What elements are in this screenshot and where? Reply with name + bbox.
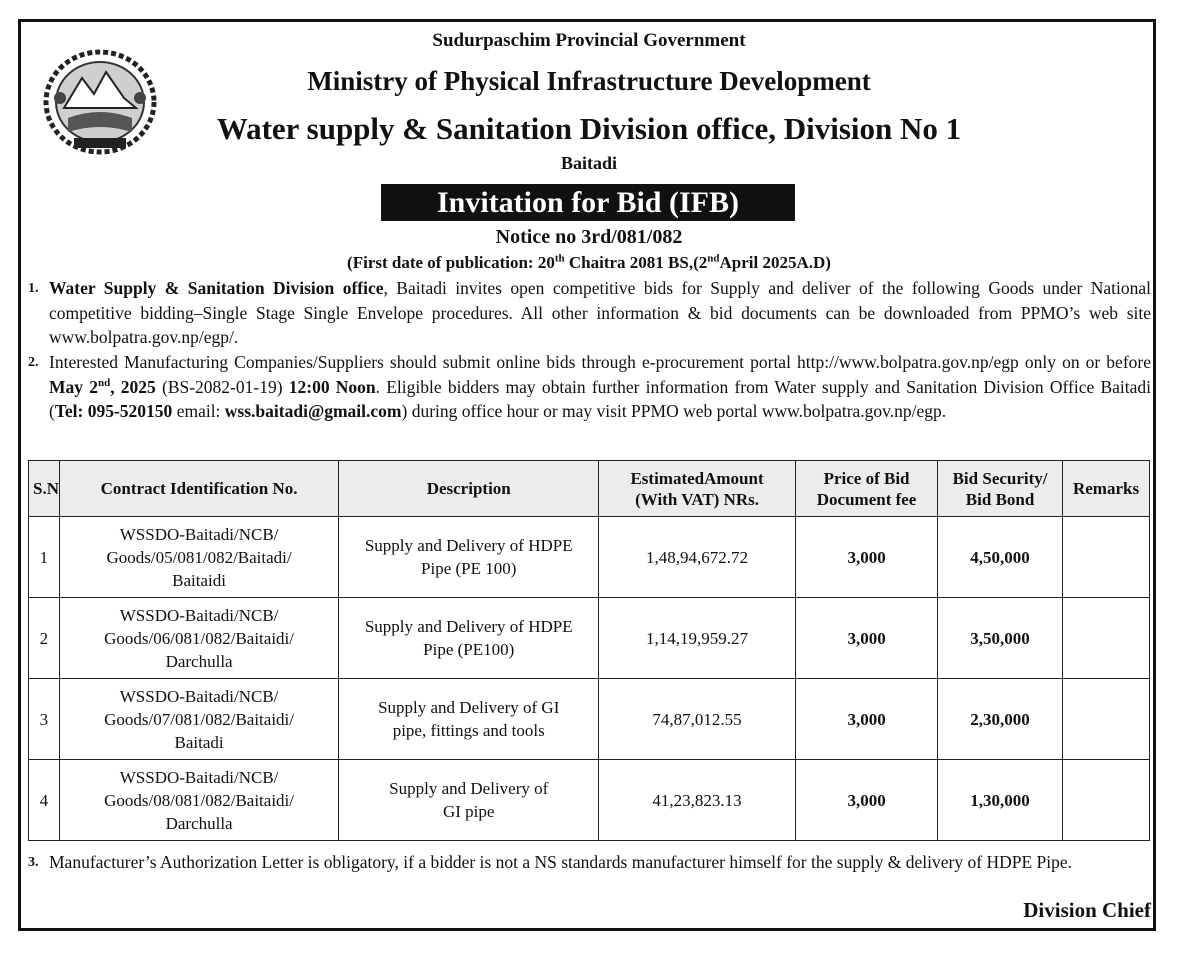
cell-contract-id: WSSDO-Baitadi/NCB/ Goods/07/081/082/Baitaidi/ Baitadi <box>59 679 339 760</box>
header-bid-security: Bid Security/ Bid Bond <box>938 461 1063 517</box>
cell-amount: 1,48,94,672.72 <box>599 517 796 598</box>
ifb-banner: Invitation for Bid (IFB) <box>381 184 795 221</box>
cell-fee: 3,000 <box>796 517 938 598</box>
header-description: Description <box>339 461 599 517</box>
cell-remarks <box>1063 598 1150 679</box>
paragraph-1: Water Supply & Sanitation Division office, Baitadi invites open competitive bids for Supply and deliver of the following Goods under National competitive bidding–Single Stage Single Envelope procedures. All other information & bid documents can be downloaded from PPMO’s web site www.bolpatra.gov.np/egp/. <box>49 278 1151 347</box>
cell-remarks <box>1063 517 1150 598</box>
ministry-title: Ministry of Physical Infrastructure Development <box>307 66 871 96</box>
district-name: Baitadi <box>560 153 617 173</box>
cell-sn: 4 <box>29 760 60 841</box>
cell-description: Supply and Delivery of GI pipe, fittings and tools <box>339 679 599 760</box>
cell-sn: 3 <box>29 679 60 760</box>
cell-description: Supply and Delivery of HDPE Pipe (PE100) <box>339 598 599 679</box>
table-row <box>29 517 1150 598</box>
cell-fee: 3,000 <box>796 760 938 841</box>
header-sn: S.N <box>29 461 60 517</box>
notice-number: Notice no 3rd/081/082 <box>495 226 683 248</box>
cell-contract-id: WSSDO-Baitadi/NCB/ Goods/05/081/082/Baitadi/ Baitaidi <box>59 517 339 598</box>
cell-sn: 1 <box>29 517 60 598</box>
publication-date: (First date of publication: 20th Chaitra 2081 BS,(2ndApril 2025A.D) <box>347 252 831 272</box>
government-title: Sudurpaschim Provincial Government <box>432 30 746 51</box>
cell-remarks <box>1063 679 1150 760</box>
cell-security: 2,30,000 <box>938 679 1063 760</box>
cell-security: 4,50,000 <box>938 517 1063 598</box>
table-row <box>29 598 1150 679</box>
cell-contract-id: WSSDO-Baitadi/NCB/ Goods/06/081/082/Baitaidi/ Darchulla <box>59 598 339 679</box>
cell-amount: 74,87,012.55 <box>599 679 796 760</box>
cell-remarks <box>1063 760 1150 841</box>
table-row <box>29 679 1150 760</box>
item-number-1: 1. <box>28 281 39 296</box>
paragraph-2: Interested Manufacturing Companies/Suppliers should submit online bids through e-procurement portal http://www.bolpatra.gov.np/egp only on or before May 2nd, 2025 (BS-2082-01-19) 12:00 Noon. Eligible bidders may obtain further information from Water supply and Sanitation Division Office Baitadi (Tel: 095-520150 email: wss.baitadi@gmail.com) during office hour or may visit PPMO web portal www.bolpatra.gov.np/egp. <box>49 352 1151 421</box>
table-row <box>29 760 1150 841</box>
cell-contract-id: WSSDO-Baitadi/NCB/ Goods/08/081/082/Baitaidi/ Darchulla <box>59 760 339 841</box>
header-document-fee: Price of Bid Document fee <box>796 461 938 517</box>
paragraph-3: Manufacturer’s Authorization Letter is obligatory, if a bidder is not a NS standards manufacturer himself for the supply & delivery of HDPE Pipe. <box>49 852 1073 872</box>
cell-security: 3,50,000 <box>938 598 1063 679</box>
cell-description: Supply and Delivery of GI pipe <box>339 760 599 841</box>
cell-amount: 1,14,19,959.27 <box>599 598 796 679</box>
cell-security: 1,30,000 <box>938 760 1063 841</box>
table-header-row <box>29 461 1150 517</box>
cell-description: Supply and Delivery of HDPE Pipe (PE 100) <box>339 517 599 598</box>
cell-fee: 3,000 <box>796 598 938 679</box>
item-number-3: 3. <box>28 855 39 870</box>
bid-table <box>28 460 1150 841</box>
header-remarks: Remarks <box>1063 461 1150 517</box>
cell-sn: 2 <box>29 598 60 679</box>
cell-fee: 3,000 <box>796 679 938 760</box>
item-number-2: 2. <box>28 355 39 370</box>
office-title: Water supply & Sanitation Division office, Division No 1 <box>216 111 962 146</box>
cell-amount: 41,23,823.13 <box>599 760 796 841</box>
signature: Division Chief <box>1023 898 1151 922</box>
header-estimated-amount: EstimatedAmount (With VAT) NRs. <box>599 461 796 517</box>
header-contract-id: Contract Identification No. <box>59 461 339 517</box>
